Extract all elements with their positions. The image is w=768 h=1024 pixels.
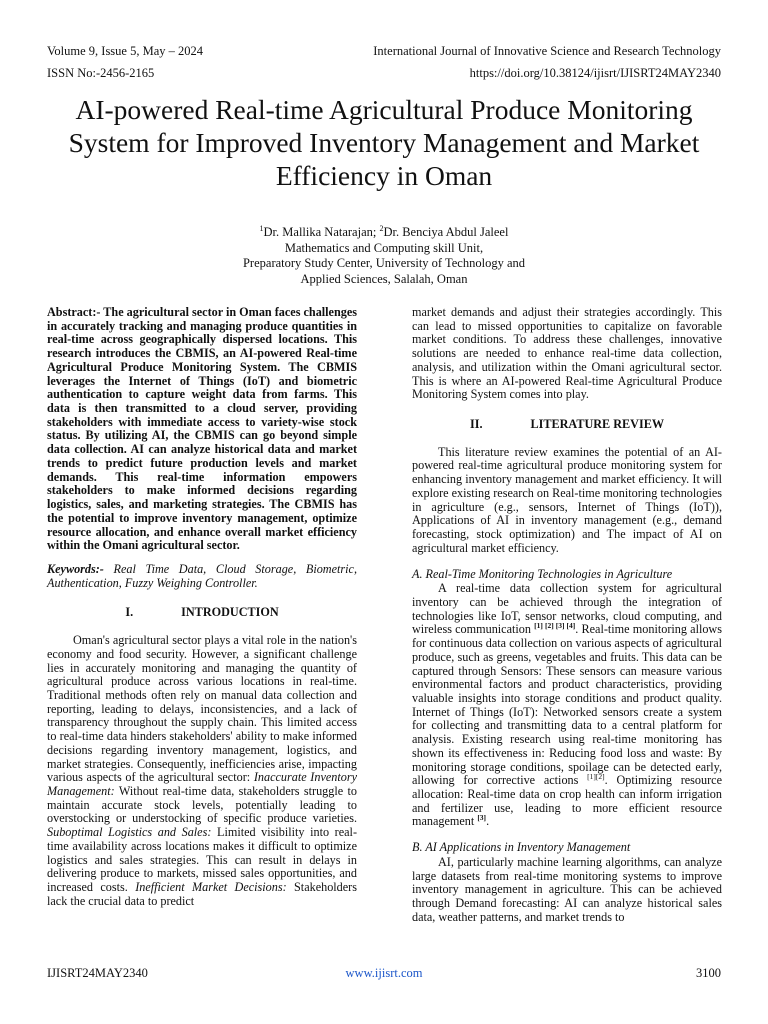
- citation: [1][2]: [587, 772, 605, 782]
- right-column: [412, 306, 722, 924]
- affiliation-line: Applied Sciences, Salalah, Oman: [300, 271, 468, 286]
- volume-issue: Volume 9, Issue 5, May – 2024: [47, 44, 204, 58]
- footer-paper-id: IJISRT24MAY2340: [47, 966, 148, 980]
- section-heading-literature-review: [412, 418, 722, 432]
- abstract: Abstract:- The agricultural sector in Oman faces challenges in accurately tracking and managing produce quantities in real-time across geographically dispersed locations. This research introduces the CBMIS, an AI-powered Real-time Agricultural Produce Monitoring System. The CBMIS leverages the Internet of Things (IoT) and biometric authentication to capture weight data from farms. This data is then transmitted to a cloud server, providing stakeholders with immediate access to variety-wise stock status. By utilizing AI, the CBMIS can go beyond simple data collection. AI can analyze historical data and market trends to predict future production levels and market demands. This real-time information empowers stakeholders to make informed decisions regarding logistics, sales, and marketing strategies. The CBMIS has the potential to improve inventory management, optimize resource allocation, and enhance overall market efficiency within the Omani agricultural sector.: [47, 305, 357, 553]
- section-heading-introduction: [47, 606, 357, 620]
- monitoring-paragraph: [412, 582, 722, 829]
- author2: Dr. Benciya Abdul Jaleel: [383, 225, 509, 240]
- keywords: [47, 563, 357, 590]
- intro-emphasis: Suboptimal Logistics and Sales:: [47, 825, 212, 840]
- journal-name: International Journal of Innovative Science and Research Technology: [373, 44, 721, 58]
- intro-continuation: market demands and adjust their strategies accordingly. This can lead to missed opportunities to capitalize on favorable market conditions. To address these challenges, innovative solutions are needed to enhance real-time data collection, analysis, and utilization within the Omani agricultural sector. This is where an AI-powered Real-time Agricultural Produce Monitoring System comes into play.: [412, 305, 722, 402]
- issn: ISSN No:-2456-2165: [47, 66, 155, 80]
- doi-link[interactable]: https://doi.org/10.38124/ijisrt/IJISRT24MAY2340: [469, 66, 721, 80]
- section-number: I.: [125, 605, 134, 620]
- section-title: INTRODUCTION: [181, 605, 279, 620]
- affiliation-line: Preparatory Study Center, University of Technology and: [242, 256, 525, 271]
- literature-paragraph: This literature review examines the potential of an AI-powered real-time agricultural produce monitoring system for enhancing inventory management and market efficiency. It will explore existing research on Real-time monitoring technologies in agriculture (e.g., sensors, Internet of Things (IoT)), Applications of AI in inventory management (e.g., demand forecasting, stock optimization) and The impact of AI on agricultural market efficiency.: [412, 444, 723, 555]
- intro-text: Without real-time data, stakeholders struggle to maintain accurate stock levels, potentially leading to overstocking or understocking of specific produce varieties.: [47, 784, 357, 826]
- subsection-heading-a: A. Real-Time Monitoring Technologies in Agriculture: [412, 566, 673, 581]
- ai-inventory-paragraph: AI, particularly machine learning algorithms, can analyze large datasets from real-time monitoring systems to improve inventory management in agriculture. This can be achieved through Demand forecasting: AI can analyze historical sales data, weather patterns, and market trends to: [412, 854, 722, 924]
- intro-text: Oman's agricultural sector plays a vital role in the nation's economy and food security. However, a significant challenge lies in accurately monitoring and managing the quantity of agricultural produce across various locations in real-time. Traditional methods often rely on manual data collection and reporting, leading to delays, inconsistencies, and a lack of transparency throughout the supply chain. This limited access to real-time data hinders stakeholders' ability to make informed decisions regarding inventory management, logistics, and market strategies. Consequently, inefficiencies arise, impacting various aspects of the agricultural sector:: [47, 633, 357, 785]
- intro-text: Stakeholders lack the crucial data to predict: [47, 880, 357, 908]
- author2-marker: 2: [379, 224, 384, 233]
- section-number: II.: [469, 417, 483, 432]
- intro-text: Limited visibility into real-time availability across locations makes it difficult to optimize logistics and sales strategies. This can result in delays in delivering produce to markets, missed sales opportunities, and increased costs.: [47, 825, 357, 895]
- page-number: 3100: [696, 966, 721, 980]
- left-column: [47, 306, 357, 908]
- section-title: LITERATURE REVIEW: [530, 417, 665, 432]
- body-text: . Real-time monitoring allows for continuous data collection on various aspects of agricultural produce, such as greens, vegetables and fruits. This data can be captured through Sensors: These sensors can measure various environmental factors and product characteristics, providing valuable insights into storage conditions and product quality. Internet of Things (IoT): Networked sensors create a system for collecting and transmitting data to a central platform for analysis. Existing research using real-time monitoring has shown its effectiveness in: Reducing food loss and waste: By monitoring storage conditions, spoilage can be detected early, allowing for corrective actions: [412, 622, 723, 788]
- citation: [3]: [477, 813, 487, 823]
- subsection-heading-b: B. AI Applications in Inventory Management: [412, 840, 631, 855]
- author1-marker: 1: [259, 224, 264, 233]
- paper-title: AI-powered Real-time Agricultural Produce Monitoring System for Improved Inventory Management and Market Efficiency in Oman: [68, 94, 700, 191]
- footer-website-link[interactable]: www.ijisrt.com: [345, 966, 423, 980]
- author1: Dr. Mallika Natarajan;: [263, 225, 380, 240]
- intro-paragraph: [47, 634, 357, 908]
- body-text: A real-time data collection system for agricultural inventory can be achieved through the integration of technologies like IoT, sensor networks, cloud computing, and wireless communication: [412, 581, 722, 637]
- citation: [1] [2] [3] [4]: [534, 621, 576, 631]
- author-line: [134, 221, 634, 241]
- intro-emphasis: Inefficient Market Decisions:: [135, 880, 287, 895]
- intro-emphasis: Inaccurate Inventory Management:: [47, 770, 357, 798]
- keywords-text: Real Time Data, Cloud Storage, Biometric, Authentication, Fuzzy Weighing Controller.: [47, 561, 357, 590]
- affiliation-line: Mathematics and Computing skill Unit,: [284, 240, 484, 255]
- body-text: .: [486, 814, 490, 829]
- keywords-label: Keywords:-: [47, 561, 104, 576]
- body-text: . Optimizing resource allocation: Real-time data on crop health can inform irrigation and fertilizer use, leading to more efficient resource management: [412, 773, 722, 829]
- author-block: [134, 221, 634, 287]
